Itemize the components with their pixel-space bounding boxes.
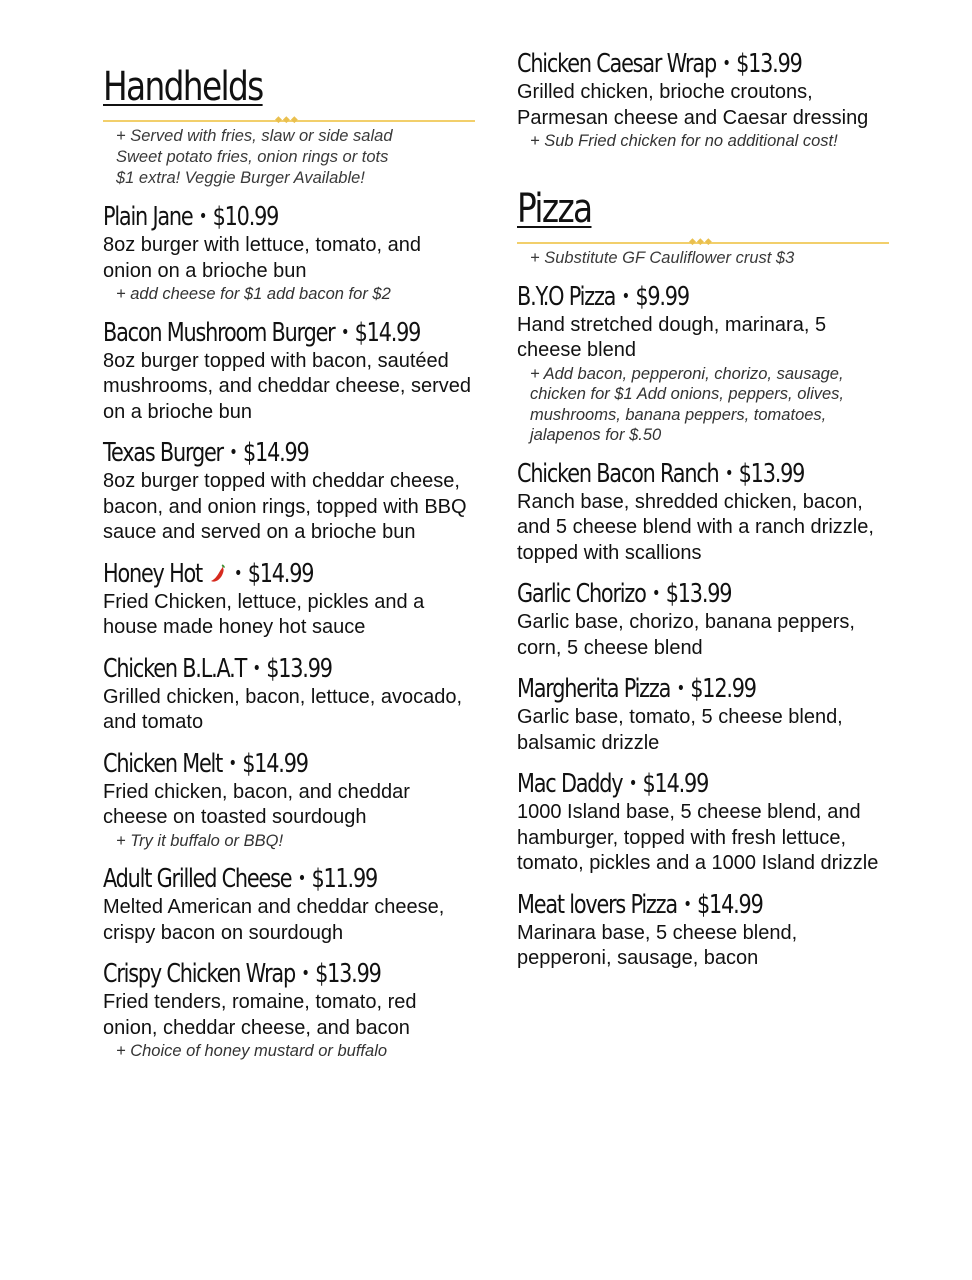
menu-item [517, 48, 889, 152]
item-title: Plain Jane • $10.99 [103, 202, 279, 232]
item-title: Honey Hot • $14.99 [103, 558, 314, 589]
menu-item [103, 863, 475, 946]
divider-ornament-icon: ◆◆◆ [689, 235, 713, 246]
item-addon: + add cheese for $1 add bacon for $2 [116, 285, 391, 303]
menu-item [103, 201, 475, 305]
item-description: Hand stretched dough, marinara, 5 cheese blend [517, 313, 827, 361]
handhelds-column [103, 0, 475, 1062]
item-description: Garlic base, chorizo, banana peppers, corn, 5 cheese blend [517, 611, 855, 659]
menu-item [103, 958, 475, 1062]
item-title: Margherita Pizza • $12.99 [517, 674, 756, 704]
item-description: Melted American and cheddar cheese, crispy bacon on sourdough [103, 896, 445, 944]
chili-pepper-icon [208, 562, 227, 586]
item-addon: + Try it buffalo or BBQ! [116, 831, 284, 850]
divider-ornament-icon: ◆◆◆ [275, 114, 299, 124]
item-title: Chicken B.L.A.T • $13.99 [103, 653, 332, 684]
section-divider [517, 235, 889, 248]
item-title: Garlic Chorizo • $13.99 [517, 579, 732, 609]
item-title: Chicken Bacon Ranch • $13.99 [517, 458, 805, 489]
menu-item [517, 458, 889, 567]
item-title: Chicken Melt • $14.99 [103, 748, 308, 779]
item-description: 8oz burger topped with bacon, sautéed mushrooms, and cheddar cheese, served on a brioche bun [103, 349, 471, 423]
menu-item [103, 558, 475, 641]
section-title-pizza: Pizza [517, 185, 592, 232]
handhelds-note: + Served with fries, slaw or side salad Sweet potato fries, onion rings or tots $1 extra! Veggie Burger Available! [116, 127, 393, 187]
menu-item [517, 281, 889, 446]
section-title-handhelds: Handhelds [103, 64, 263, 110]
item-description: Fried chicken, bacon, and cheddar cheese on toasted sourdough [103, 780, 410, 828]
item-description: Ranch base, shredded chicken, bacon, and 5 cheese blend with a ranch drizzle, topped with scallions [517, 490, 874, 564]
item-description: Grilled chicken, brioche croutons, Parmesan cheese and Caesar dressing [517, 81, 869, 129]
menu-item [517, 578, 889, 661]
item-description: 8oz burger with lettuce, tomato, and onion on a brioche bun [103, 234, 421, 282]
item-title: Texas Burger • $14.99 [103, 438, 309, 468]
item-description: Marinara base, 5 cheese blend, pepperoni, sausage, bacon [517, 921, 798, 969]
menu-item [517, 889, 889, 972]
pizza-note: + Substitute GF Cauliflower crust $3 [530, 248, 795, 267]
menu-item [103, 653, 475, 736]
item-description: Grilled chicken, bacon, lettuce, avocado, and tomato [103, 685, 463, 733]
item-title: Meat lovers Pizza • $14.99 [517, 889, 763, 920]
item-title: Crispy Chicken Wrap • $13.99 [103, 959, 381, 989]
menu-item [103, 317, 475, 426]
item-title: Chicken Caesar Wrap • $13.99 [517, 49, 802, 79]
item-title: B.Y.O Pizza • $9.99 [517, 281, 689, 312]
item-addon: + Choice of honey mustard or buffalo [116, 1042, 388, 1060]
item-addon: + Add bacon, pepperoni, chorizo, sausage, chicken for $1 Add onions, peppers, olives, mushrooms, banana peppers, tomatoes, jalapenos for $.50 [530, 364, 844, 444]
item-title: Adult Grilled Cheese • $11.99 [103, 864, 378, 894]
item-title: Mac Daddy • $14.99 [517, 769, 709, 799]
item-title: Bacon Mushroom Burger • $14.99 [103, 317, 421, 348]
item-description: 1000 Island base, 5 cheese blend, and hamburger, topped with fresh lettuce, tomato, pickles and a 1000 Island drizzle [517, 801, 879, 874]
item-description: Fried tenders, romaine, tomato, red onion, cheddar cheese, and bacon [103, 991, 417, 1039]
menu-item [517, 768, 889, 877]
menu-item [103, 437, 475, 546]
item-description: Fried Chicken, lettuce, pickles and a house made honey hot sauce [103, 590, 425, 638]
menu-item [517, 673, 889, 756]
item-description: Garlic base, tomato, 5 cheese blend, balsamic drizzle [517, 706, 843, 754]
right-column [517, 0, 889, 972]
item-description: 8oz burger topped with cheddar cheese, bacon, and onion rings, topped with BBQ sauce and served on a brioche bun [103, 470, 467, 543]
section-divider [103, 116, 475, 126]
item-addon: + Sub Fried chicken for no additional cost! [530, 132, 838, 150]
menu-item [103, 748, 475, 852]
